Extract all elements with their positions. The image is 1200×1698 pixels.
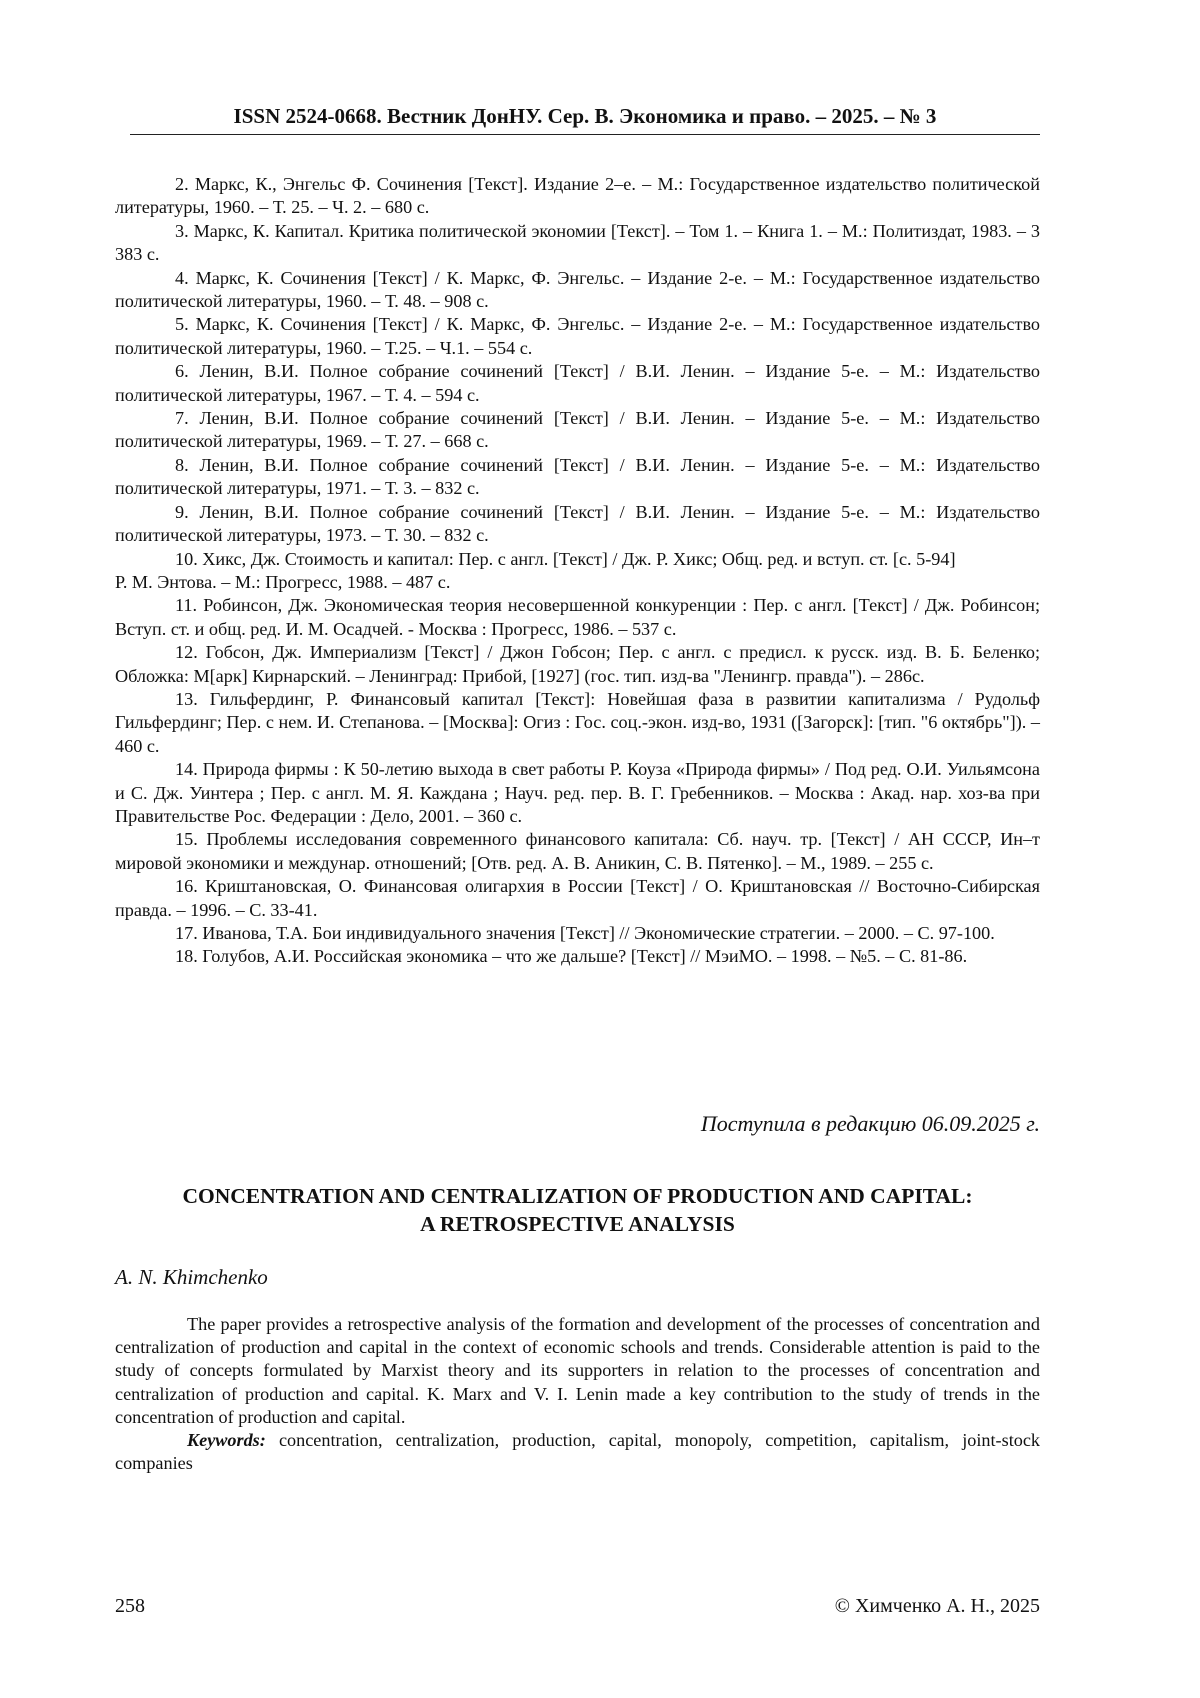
reference-item: 11. Робинсон, Дж. Экономическая теория несовершенной конкуренции : Пер. с англ. [Текст] / Дж. Робинсон; Вступ. ст. и общ. ред. И. М. Осадчей. - Москва : Прогресс, 1986. – 537 с. [115,595,1040,639]
reference-list [115,173,1040,969]
received-date: Поступила в редакцию 06.09.2025 г. [700,1111,1040,1136]
reference-item: 10. Хикс, Дж. Стоимость и капитал: Пер. с англ. [Текст] / Дж. Р. Хикс; Общ. ред. и вступ. ст. [с. 5-94] [175,548,956,569]
reference-item: 6. Ленин, В.И. Полное собрание сочинений [Текст] / В.И. Ленин. – Издание 5-е. – М.: Издательство политической литературы, 1967. – Т. 4. – 594 с. [115,361,1040,405]
keywords [115,1429,1040,1475]
reference-item: 3. Маркс, К. Капитал. Критика политической экономии [Текст]. – Том 1. – Книга 1. – М.: Политиздат, 1983. – 3 383 с. [115,220,1040,265]
reference-item: 18. Голубов, А.И. Российская экономика – что же дальше? [Текст] // МэиМО. – 1998. – №5. – С. 81-86. [175,946,968,967]
running-header [130,102,1040,135]
keywords-label: Keywords: [187,1430,266,1451]
reference-item: 16. Криштановская, О. Финансовая олигархия в России [Текст] / О. Криштановская // Восточно-Сибирская правда. – 1996. – С. 33-41. [115,876,1040,920]
keywords-text: concentration, centralization, production, capital, monopoly, competition, capitalism, joint-stock companies [115,1430,1041,1474]
reference-item: 14. Природа фирмы : К 50-летию выхода в свет работы Р. Коуза «Природа фирмы» / Под ред. О.И. Уильямсона и С. Дж. Уинтера ; Пер. с англ. М. Я. Каждана ; Науч. ред. пер. В. Г. Гребенников. – Москва : Акад. нар. хоз-ва при Правительстве Рос. Федерации : Дело, 2001. – 360 с. [115,759,1040,826]
article-title-line-2: A RETROSPECTIVE ANALYSIS [420,1212,735,1236]
abstract [115,1313,1040,1475]
reference-item: 9. Ленин, В.И. Полное собрание сочинений [Текст] / В.И. Ленин. – Издание 5-е. – М.: Издательство политической литературы, 1973. – Т. 30. – 832 с. [115,501,1040,546]
article-title-line-1: CONCENTRATION AND CENTRALIZATION OF PRODUCTION AND CAPITAL: [182,1184,973,1208]
page-number: 258 [115,1595,145,1617]
copyright: © Химченко А. Н., 2025 [834,1595,1040,1617]
journal-header-text: ISSN 2524-0668. Вестник ДонНУ. Сер. В. Экономика и право. – 2025. – № 3 [233,104,937,128]
reference-item: 17. Иванова, Т.А. Бои индивидуального значения [Текст] // Экономические стратегии. – 2000. – С. 97-100. [175,923,995,943]
reference-item: 5. Маркс, К. Сочинения [Текст] / К. Маркс, Ф. Энгельс. – Издание 2-е. – М.: Государственное издательство политической литературы, 1960. – Т.25. – Ч.1. – 554 с. [115,314,1040,358]
reference-item: 4. Маркс, К. Сочинения [Текст] / К. Маркс, Ф. Энгельс. – Издание 2-е. – М.: Государственное издательство политической литературы, 1960. – Т. 48. – 908 с. [115,267,1040,312]
reference-item: 15. Проблемы исследования современного финансового капитала: Сб. науч. тр. [Текст] / АН СССР, Ин–т мировой экономики и междунар. отношений; [Отв. ред. А. В. Аникин, С. В. Пятенко]. – М., 1989. – 255 с. [115,829,1040,873]
abstract-text: The paper provides a retrospective analysis of the formation and development of the processes of concentration and centralization of production and capital in the context of economic schools and trends. Considerable attention is paid to the study of concepts formulated by Marxist theory and its supporters in relation to the processes of concentration and centralization of production and capital. K. Marx and V. I. Lenin made a key contribution to the study of trends in the concentration of production and capital. [115,1314,1040,1427]
reference-item: 12. Гобсон, Дж. Империализм [Текст] / Джон Гобсон; Пер. с англ. с предисл. к русск. изд. В. Б. Беленко; Обложка: М[арк] Кирнарский. – Ленинград: Прибой, [1927] (гос. тип. изд-ва "Ленингр. правда"). – 286с. [115,642,1040,686]
reference-item-continuation: Р. М. Энтова. – М.: Прогресс, 1988. – 487 с. [115,571,451,592]
reference-item: 7. Ленин, В.И. Полное собрание сочинений [Текст] / В.И. Ленин. – Издание 5-е. – М.: Издательство политической литературы, 1969. – Т. 27. – 668 с. [115,408,1040,452]
reference-item: 13. Гильфердинг, Р. Финансовый капитал [Текст]: Новейшая фаза в развитии капитализма / Рудольф Гильфердинг; Пер. с нем. И. Степанова. – [Москва]: Огиз : Гос. соц.-экон. изд-во, 1931 ([Загорск]: [тип. "6 октябрь"]). – 460 с. [115,688,1040,756]
reference-item: 8. Ленин, В.И. Полное собрание сочинений [Текст] / В.И. Ленин. – Издание 5-е. – М.: Издательство политической литературы, 1971. – Т. 3. – 832 с. [115,454,1040,499]
article-author: A. N. Khimchenko [115,1265,268,1289]
reference-item: 2. Маркс, К., Энгельс Ф. Сочинения [Текст]. Издание 2–е. – М.: Государственное издательство политической литературы, 1960. – Т. 25. – Ч. 2. – 680 с. [115,174,1040,218]
article-title [115,1182,1040,1238]
